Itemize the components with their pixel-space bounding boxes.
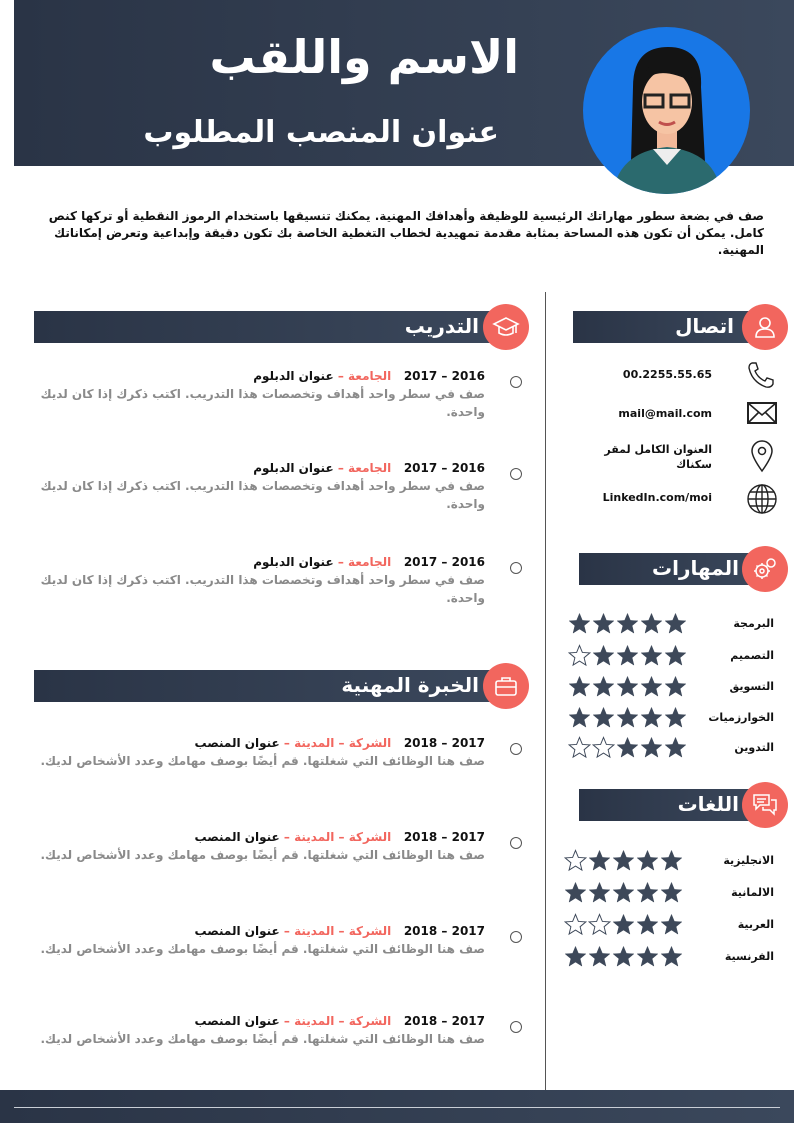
star-empty-icon bbox=[568, 736, 591, 759]
star-filled-icon bbox=[660, 945, 683, 968]
star-filled-icon bbox=[616, 675, 639, 698]
entry-description: صف هنا الوظائف التي شغلتها. قم أيضًا بوصف مهامك وعدد الأشخاص لديك. bbox=[40, 754, 485, 768]
languages-rating bbox=[564, 913, 683, 936]
entry-separator: – bbox=[333, 369, 349, 383]
star-filled-icon bbox=[636, 849, 659, 872]
entry-description: صف هنا الوظائف التي شغلتها. قم أيضًا بوصف مهامك وعدد الأشخاص لديك. bbox=[40, 848, 485, 862]
star-filled-icon bbox=[636, 945, 659, 968]
entry-title-line bbox=[40, 924, 485, 938]
phone-icon bbox=[746, 360, 776, 390]
entry-role: عنوان المنصب bbox=[194, 924, 280, 938]
entry-title-line bbox=[40, 830, 485, 844]
star-filled-icon bbox=[592, 675, 615, 698]
skills-section-header bbox=[579, 553, 769, 585]
timeline-bullet bbox=[510, 562, 522, 574]
entry-description: صف في سطر واحد أهداف وتخصصات هذا التدريب. اكتب ذكرك إذا كان لديك واحدة. bbox=[40, 573, 485, 605]
speech-bubbles-icon bbox=[742, 782, 788, 828]
profile-summary: صف في بضعة سطور مهاراتك الرئيسية للوظيفة وأهدافك المهنية. يمكنك تنسيقها باستخدام الرموز النقطية أو تركها كنص كامل. يمكن أن تكون هذه المساحة بمثابة مقدمة تمهيدية لخطاب التغطية الخاصة بك تكون دقيقة وإبداعية وتعرض إمكاناتك المهنية. bbox=[48, 209, 764, 257]
languages-label: العربية bbox=[737, 918, 774, 931]
entry-role: عنوان الدبلوم bbox=[253, 555, 334, 569]
entry-separator: – bbox=[279, 1014, 295, 1028]
graduation-cap-icon bbox=[483, 304, 529, 350]
skills-label: التصميم bbox=[730, 649, 774, 662]
languages-rating bbox=[564, 881, 683, 904]
person-icon bbox=[742, 304, 788, 350]
training-entry bbox=[40, 555, 485, 607]
star-empty-icon bbox=[592, 736, 615, 759]
entry-separator: – bbox=[333, 555, 349, 569]
star-filled-icon bbox=[664, 706, 687, 729]
languages-label: الالمانية bbox=[731, 886, 774, 899]
star-filled-icon bbox=[660, 881, 683, 904]
entry-organization: الشركة – المدينة bbox=[294, 924, 392, 938]
star-filled-icon bbox=[588, 849, 611, 872]
entry-title-line bbox=[40, 1014, 485, 1028]
star-filled-icon bbox=[612, 849, 635, 872]
entry-role: عنوان الدبلوم bbox=[253, 369, 334, 383]
entry-title-line bbox=[40, 555, 485, 569]
entry-role: عنوان المنصب bbox=[194, 736, 280, 750]
contact-title: اتصال bbox=[675, 314, 734, 338]
contact-phone[interactable]: 00.2255.55.65 bbox=[622, 368, 712, 381]
skills-title: المهارات bbox=[652, 556, 739, 580]
experience-section-header bbox=[34, 670, 509, 702]
star-filled-icon bbox=[664, 644, 687, 667]
star-filled-icon bbox=[660, 913, 683, 936]
star-filled-icon bbox=[636, 881, 659, 904]
skills-rating bbox=[568, 706, 687, 729]
star-filled-icon bbox=[616, 612, 639, 635]
star-empty-icon bbox=[568, 644, 591, 667]
entry-role: عنوان المنصب bbox=[194, 1014, 280, 1028]
star-filled-icon bbox=[664, 612, 687, 635]
entry-separator: – bbox=[279, 736, 295, 750]
entry-description: صف هنا الوظائف التي شغلتها. قم أيضًا بوصف مهامك وعدد الأشخاص لديك. bbox=[40, 942, 485, 956]
location-pin-icon bbox=[750, 439, 774, 473]
candidate-name: الاسم واللقب bbox=[209, 30, 519, 84]
languages-label: الفرنسية bbox=[724, 950, 774, 963]
footer-line bbox=[14, 1107, 780, 1108]
star-filled-icon bbox=[568, 675, 591, 698]
entry-separator: – bbox=[279, 830, 295, 844]
skills-rating bbox=[568, 612, 687, 635]
skills-label: الخوارزميات bbox=[708, 711, 774, 724]
entry-description: صف في سطر واحد أهداف وتخصصات هذا التدريب. اكتب ذكرك إذا كان لديك واحدة. bbox=[40, 387, 485, 419]
profile-photo bbox=[583, 27, 750, 194]
entry-dates: 2017 – 2018 bbox=[403, 1014, 485, 1028]
star-filled-icon bbox=[592, 706, 615, 729]
star-filled-icon bbox=[616, 644, 639, 667]
star-filled-icon bbox=[568, 612, 591, 635]
star-filled-icon bbox=[640, 706, 663, 729]
star-empty-icon bbox=[588, 913, 611, 936]
entry-description: صف هنا الوظائف التي شغلتها. قم أيضًا بوصف مهامك وعدد الأشخاص لديك. bbox=[40, 1032, 485, 1046]
timeline-bullet bbox=[510, 1021, 522, 1033]
contact-linkedin[interactable]: LinkedIn.com/moi bbox=[602, 491, 712, 504]
languages-rating bbox=[564, 945, 683, 968]
contact-address: العنوان الكامل لمقر سكناك bbox=[604, 443, 712, 471]
star-filled-icon bbox=[660, 849, 683, 872]
star-filled-icon bbox=[640, 612, 663, 635]
star-filled-icon bbox=[664, 675, 687, 698]
star-filled-icon bbox=[564, 881, 587, 904]
star-filled-icon bbox=[612, 881, 635, 904]
star-filled-icon bbox=[640, 675, 663, 698]
training-section-header bbox=[34, 311, 509, 343]
entry-organization: الشركة – المدينة bbox=[294, 1014, 392, 1028]
entry-description: صف في سطر واحد أهداف وتخصصات هذا التدريب. اكتب ذكرك إذا كان لديك واحدة. bbox=[40, 479, 485, 511]
star-filled-icon bbox=[636, 913, 659, 936]
star-filled-icon bbox=[568, 706, 591, 729]
entry-title-line bbox=[40, 736, 485, 750]
timeline-bullet bbox=[510, 376, 522, 388]
contact-section-header bbox=[573, 311, 768, 343]
timeline-bullet bbox=[510, 931, 522, 943]
star-filled-icon bbox=[612, 913, 635, 936]
entry-separator: – bbox=[333, 461, 349, 475]
skills-rating bbox=[568, 675, 687, 698]
training-entry bbox=[40, 369, 485, 421]
star-filled-icon bbox=[592, 644, 615, 667]
experience-title: الخبرة المهنية bbox=[341, 673, 479, 697]
column-divider bbox=[545, 292, 546, 1090]
skills-label: التسويق bbox=[729, 680, 774, 693]
star-filled-icon bbox=[588, 945, 611, 968]
timeline-bullet bbox=[510, 743, 522, 755]
entry-organization: الشركة – المدينة bbox=[294, 736, 392, 750]
entry-organization: الجامعة bbox=[348, 369, 392, 383]
star-filled-icon bbox=[640, 644, 663, 667]
languages-rating bbox=[564, 849, 683, 872]
entry-role: عنوان الدبلوم bbox=[253, 461, 334, 475]
gears-icon bbox=[742, 546, 788, 592]
job-title: عنوان المنصب المطلوب bbox=[143, 115, 499, 150]
briefcase-icon bbox=[483, 663, 529, 709]
star-filled-icon bbox=[664, 736, 687, 759]
experience-entry bbox=[40, 924, 485, 958]
experience-entry bbox=[40, 736, 485, 770]
experience-entry bbox=[40, 830, 485, 864]
entry-dates: 2017 – 2018 bbox=[403, 830, 485, 844]
skills-label: التدوين bbox=[734, 741, 774, 754]
globe-icon bbox=[746, 483, 778, 515]
star-empty-icon bbox=[564, 913, 587, 936]
timeline-bullet bbox=[510, 837, 522, 849]
entry-dates: 2016 – 2017 bbox=[403, 369, 485, 383]
entry-dates: 2017 – 2018 bbox=[403, 924, 485, 938]
contact-email[interactable]: mail@mail.com bbox=[618, 407, 712, 420]
entry-dates: 2016 – 2017 bbox=[403, 555, 485, 569]
envelope-icon bbox=[746, 400, 778, 426]
star-filled-icon bbox=[616, 736, 639, 759]
entry-title-line bbox=[40, 369, 485, 383]
star-filled-icon bbox=[612, 945, 635, 968]
entry-organization: الجامعة bbox=[348, 461, 392, 475]
star-empty-icon bbox=[564, 849, 587, 872]
training-entry bbox=[40, 461, 485, 513]
languages-title: اللغات bbox=[677, 792, 739, 816]
skills-rating bbox=[568, 736, 687, 759]
star-filled-icon bbox=[564, 945, 587, 968]
entry-role: عنوان المنصب bbox=[194, 830, 280, 844]
star-filled-icon bbox=[588, 881, 611, 904]
star-filled-icon bbox=[616, 706, 639, 729]
timeline-bullet bbox=[510, 468, 522, 480]
languages-label: الانجليزية bbox=[723, 854, 774, 867]
entry-dates: 2017 – 2018 bbox=[403, 736, 485, 750]
entry-separator: – bbox=[279, 924, 295, 938]
star-filled-icon bbox=[592, 612, 615, 635]
experience-entry bbox=[40, 1014, 485, 1048]
entry-organization: الجامعة bbox=[348, 555, 392, 569]
star-filled-icon bbox=[640, 736, 663, 759]
training-title: التدريب bbox=[404, 314, 479, 338]
entry-dates: 2016 – 2017 bbox=[403, 461, 485, 475]
skills-rating bbox=[568, 644, 687, 667]
skills-label: البرمجة bbox=[733, 617, 774, 630]
entry-title-line bbox=[40, 461, 485, 475]
entry-organization: الشركة – المدينة bbox=[294, 830, 392, 844]
languages-section-header bbox=[579, 789, 769, 821]
